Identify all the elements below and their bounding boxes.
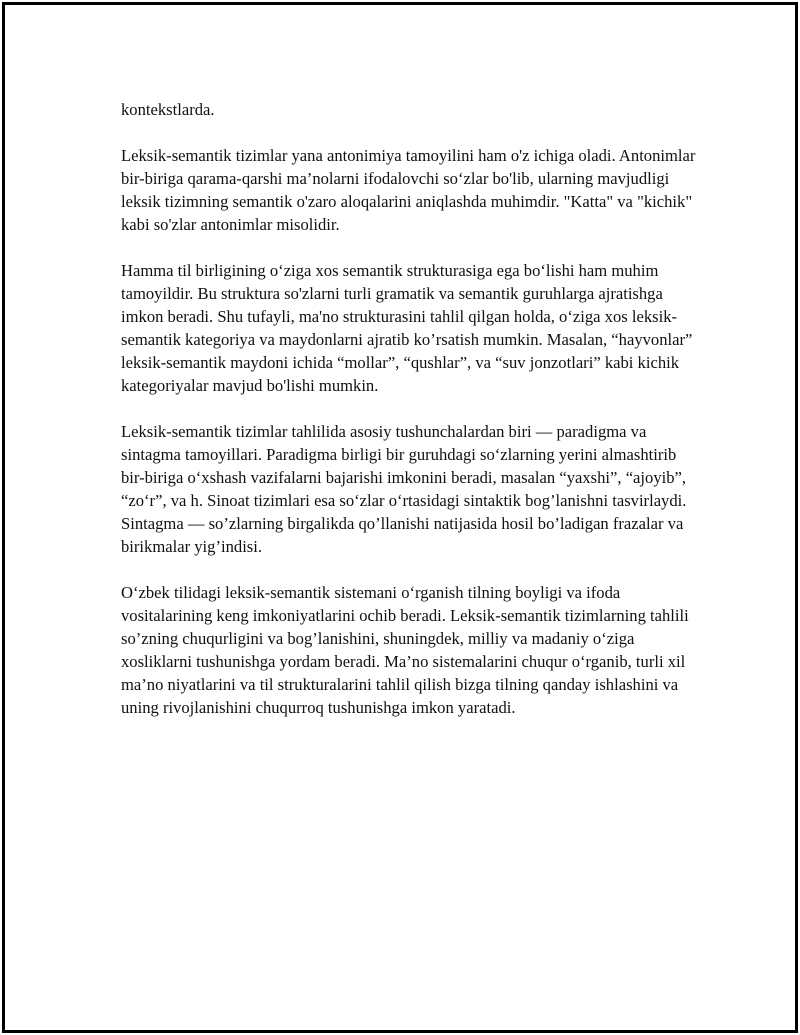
page-frame [2,2,798,1033]
paragraph-2: Leksik-semantik tizimlar yana antonimiya tamoyilini ham o'z ichiga oladi. Antonimlar bir-biriga qarama-qarshi ma’nolarni ifodalovchi so‘zlar bo'lib, ularning mavjudligi leksik tizimning semantik o'zaro aloqalarini aniqlashda muhimdir. "Katta" va "kichik" kabi so'zlar antonimlar misolidir. [121,146,696,234]
paragraph-5: O‘zbek tilidagi leksik-semantik sistemani o‘rganish tilning boyligi va ifoda vositalarining keng imkoniyatlarini ochib beradi. Leksik-semantik tizimlarning tahlili so’zning chuqurligini va bog’lanishini, shuningdek, milliy va madaniy o‘ziga xosliklarni tushunishga yordam beradi. Ma’no sistemalarini chuqur o‘rganib, turli xil ma’no niyatlarini va til strukturalarini tahlil qilish bizga tilning qanday ishlashini va uning rivojlanishini chuqurroq tushunishga imkon yaratadi. [121,583,689,717]
paragraph-3: Hamma til birligining o‘ziga xos semantik strukturasiga ega bo‘lishi ham muhim tamoyildir. Bu struktura so'zlarni turli gramatik va semantik guruhlarga ajratishga imkon beradi. Shu tufayli, ma'no strukturasini tahlil qilgan holda, o‘ziga xos leksik-semantik kategoriya va maydonlarni ajratib ko’rsatish mumkin. Masalan, “hayvonlar” leksik-semantik maydoni ichida “mollar”, “qushlar”, va “suv jonzotlari” kabi kichik kategoriyalar mavjud bo'lishi mumkin. [121,261,693,395]
paragraph-1: kontekstlarda. [121,100,215,119]
paragraph-4: Leksik-semantik tizimlar tahlilida asosiy tushunchalardan biri — paradigma va sintagma tamoyillari. Paradigma birligi bir guruhdagi so‘zlarning yerini almashtirib bir-biriga o‘xshash vazifalarni bajarishi imkonini beradi, masalan “yaxshi”, “ajoyib”, “zo‘r”, va h. Sinoat tizimlari esa so‘zlar o‘rtasidagi sintaktik bog’lanishni tasvirlaydi. Sintagma — so’zlarning birgalikda qo’llanishi natijasida hosil bo’ladigan frazalar va birikmalar yig’indisi. [121,422,687,556]
document-body [121,98,701,742]
